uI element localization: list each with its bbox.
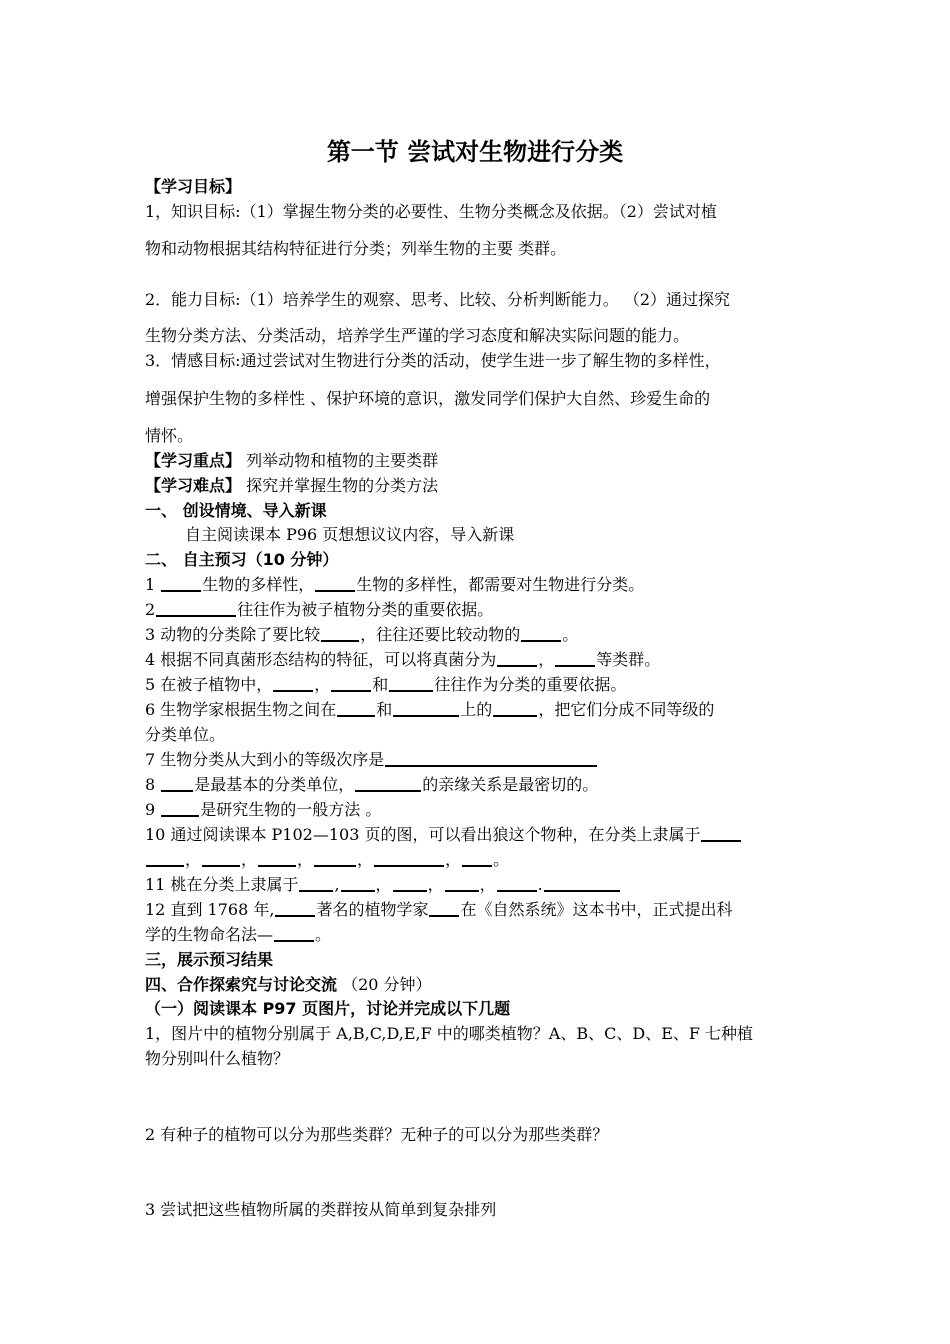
preview-question-11: 11 桃在分类上隶属于 , ， ， ， .: [145, 874, 825, 896]
section1-text: 自主阅读课本 P96 页想想议议内容，导入新课: [185, 525, 515, 544]
blank[interactable]: [161, 574, 201, 592]
blank[interactable]: [385, 749, 597, 767]
preview-question-10: 10 通过阅读课本 P102—103 页的图，可以看出狼这个物种，在分类上隶属于: [145, 824, 825, 846]
blank[interactable]: [701, 824, 741, 842]
blank[interactable]: [273, 674, 313, 692]
section4-heading: 四、合作探索究与讨论交流 （20 分钟）: [145, 975, 432, 994]
objectives-heading: 【学习目标】: [145, 177, 242, 196]
blank[interactable]: [462, 849, 492, 867]
page-title: 第一节 尝试对生物进行分类: [326, 138, 624, 166]
blank[interactable]: [314, 849, 356, 867]
section4-subheading: （一）阅读课本 P97 页图片，讨论并完成以下几题: [145, 999, 511, 1018]
blank[interactable]: [393, 874, 427, 892]
discussion-question-3: 3 尝试把这些植物所属的类群按从简单到复杂排列: [145, 1200, 497, 1219]
objective-ability-line2: 生物分类方法、分类活动，培养学生严谨的学习态度和解决实际问题的能力。: [145, 326, 690, 345]
blank[interactable]: [258, 849, 296, 867]
blank[interactable]: [156, 599, 236, 617]
difficulty-text: 探究并掌握生物的分类方法: [241, 476, 439, 495]
preview-question-9: 9 是研究生物的一般方法 。: [145, 800, 382, 819]
difficulty-point: [145, 475, 825, 497]
section1-heading: 一、 创设情境、导入新课: [145, 501, 327, 520]
blank[interactable]: [337, 699, 375, 717]
blank[interactable]: [331, 674, 371, 692]
preview-question-8: 8 是最基本的分类单位， 的亲缘关系是最密切的。: [145, 775, 599, 794]
difficulty-label: 【学习难点】: [145, 476, 242, 495]
blank[interactable]: [274, 924, 314, 942]
discussion-question-2: 2 有种子的植物可以分为那些类群？无种子的可以分为那些类群？: [145, 1125, 609, 1144]
blank[interactable]: [544, 874, 620, 892]
key-point-text: 列举动物和植物的主要类群: [241, 451, 439, 470]
blank[interactable]: [161, 774, 193, 792]
blank[interactable]: [389, 674, 433, 692]
preview-question-4: 4 根据不同真菌形态结构的特征，可以将真菌分为 ， 等类群。: [145, 650, 661, 669]
blank[interactable]: [299, 874, 333, 892]
preview-question-6-cont: 分类单位。: [145, 725, 226, 744]
section2-heading: 二、 自主预习（10 分钟）: [145, 550, 339, 569]
preview-question-7: 7 生物分类从大到小的等级次序是: [145, 749, 825, 771]
blank[interactable]: [321, 624, 359, 642]
blank[interactable]: [161, 799, 199, 817]
blank[interactable]: [429, 899, 459, 917]
blank[interactable]: [555, 649, 595, 667]
preview-question-12-cont: 学的生物命名法— 。: [145, 925, 332, 944]
discussion-question-1-line2: 物分别叫什么植物？: [145, 1049, 290, 1068]
blank[interactable]: [521, 624, 561, 642]
blank[interactable]: [393, 699, 459, 717]
preview-question-12: 12 直到 1768 年, 著名的植物学家 在《自然系统》这本书中，正式提出科: [145, 900, 733, 919]
blank[interactable]: [497, 649, 537, 667]
preview-question-5: 5 在被子植物中， ， 和 往往作为分类的重要依据。: [145, 675, 627, 694]
blank[interactable]: [146, 849, 184, 867]
objective-knowledge-line2: 物和动物根据其结构特征进行分类；列举生物的主要 类群。: [145, 239, 567, 258]
key-point-label: 【学习重点】: [145, 451, 242, 470]
blank[interactable]: [445, 874, 479, 892]
blank[interactable]: [315, 574, 355, 592]
section3-heading: 三，展示预习结果: [145, 950, 274, 969]
blank[interactable]: [202, 849, 240, 867]
blank[interactable]: [374, 849, 444, 867]
objective-emotion-line2: 增强保护生物的多样性 、保护环境的意识，激发同学们保护大自然、珍爱生命的: [145, 389, 711, 408]
blank[interactable]: [341, 874, 375, 892]
blank[interactable]: [493, 699, 537, 717]
preview-question-3: 3 动物的分类除了要比较 ，往往还要比较动物的 。: [145, 625, 579, 644]
preview-question-6: 6 生物学家根据生物之间在 和 上的 ，把它们分成不同等级的: [145, 700, 715, 719]
preview-question-10-cont: ， ， ， ， ， 。: [145, 849, 825, 871]
discussion-question-1-line1: 1，图片中的植物分别属于 A,B,C,D,E,F 中的哪类植物？A、B、C、D、E、F 七种植: [145, 1024, 754, 1043]
objective-emotion-line3: 情怀。: [145, 426, 194, 445]
objective-ability-line1: 2．能力目标:（1）培养学生的观察、思考、比较、分析判断能力。 （2）通过探究: [145, 290, 731, 309]
key-point: [145, 450, 825, 472]
objective-emotion-line1: 3．情感目标:通过尝试对生物进行分类的活动，使学生进一步了解生物的多样性，: [145, 351, 721, 370]
blank[interactable]: [355, 774, 421, 792]
blank[interactable]: [275, 899, 315, 917]
preview-question-2: 2 往往作为被子植物分类的重要依据。: [145, 600, 494, 619]
objective-knowledge-line1: 1，知识目标:（1）掌握生物分类的必要性、生物分类概念及依据。（2）尝试对植: [145, 202, 717, 221]
preview-question-1: 1 生物的多样性， 生物的多样性，都需要对生物进行分类。: [145, 575, 645, 594]
blank[interactable]: [497, 874, 537, 892]
